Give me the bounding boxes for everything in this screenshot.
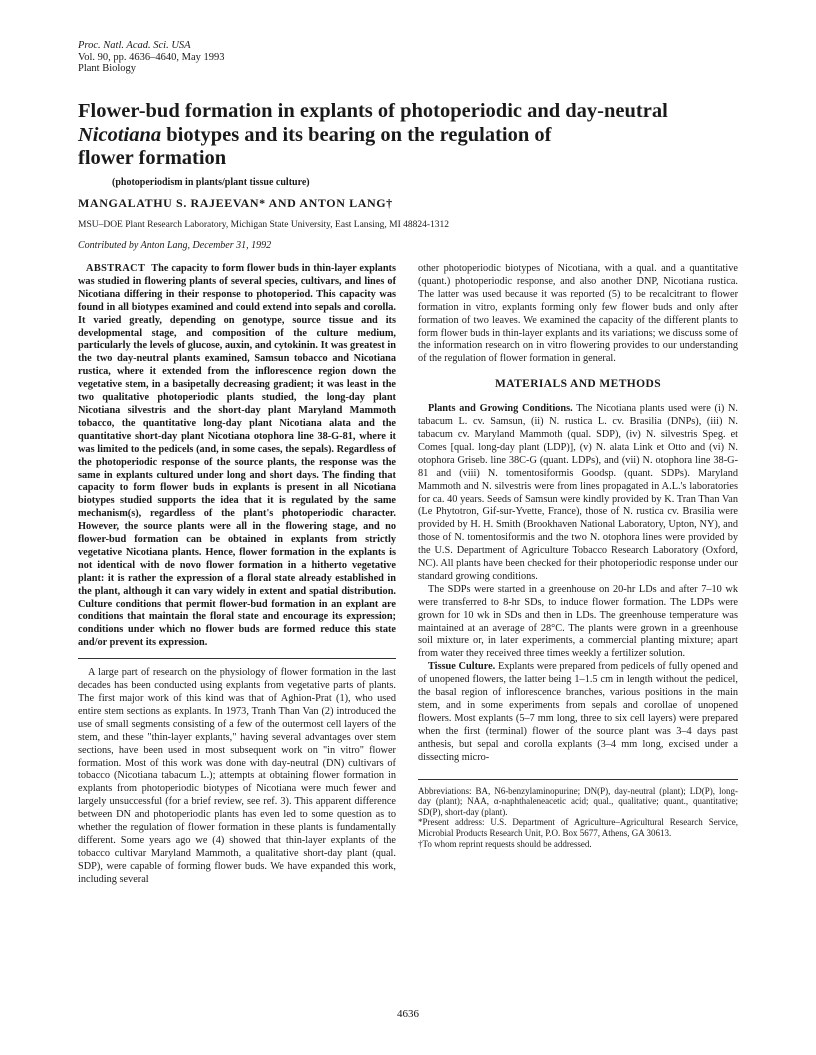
abbreviations-footnote: Abbreviations: BA, N6-benzylaminopurine; DN(P), day-neutral (plant); LD(P), long-day (plant); NAA, α-naphthaleneacetic acid; qual., qualitative; quant., quantitative; SD(P), short-day (plant). xyxy=(418,785,738,817)
title-line-1: Flower-bud formation in explants of photoperiodic and day-neutral xyxy=(78,100,668,122)
contributed-by: Contributed by Anton Lang, December 31, 1992 xyxy=(78,240,272,251)
article-title xyxy=(78,100,748,171)
journal-name: Proc. Natl. Acad. Sci. USA xyxy=(78,40,191,51)
title-line-2 xyxy=(78,124,748,148)
left-column xyxy=(78,263,396,887)
abstract-label: ABSTRACT xyxy=(86,263,146,274)
tissue-runin-heading: Tissue Culture. xyxy=(428,661,496,673)
tissue-text: Explants were prepared from pedicels of fully opened and of unopened flowers, the latter being 1–1.5 cm in length without the pedicel, the basal region of inflorescence branches, various positions in the main stem, and in some experiments from sepals and corollae of unopened flowers. Most explants (5–7 mm long, three to six cell layers) were prepared when the first (terminal) flower of the source plant was 3–4 days past anthesis, but sepal and corolla explants (3–4 mm long, excised under a dissecting micro- xyxy=(418,661,738,763)
journal-section: Plant Biology xyxy=(78,63,137,74)
tissue-culture-paragraph xyxy=(418,661,738,764)
title-line-2-rest: biotypes and its bearing on the regulation of xyxy=(161,123,552,146)
footnotes xyxy=(418,779,738,850)
journal-volume: Vol. 90, pp. 4636–4640, May 1993 xyxy=(78,51,225,63)
authors: MANGALATHU S. RAJEEVAN* AND ANTON LANG† xyxy=(78,196,393,210)
title-genus: Nicotiana xyxy=(78,123,162,146)
abstract-text: The capacity to form flower buds in thin-layer explants was studied in flowering plants of several species, cultivars, and lines of Nicotiana differing in their response to photoperiod. This capacity was found in all biotypes examined and could extend into sepals and corolla. It varied greatly, depending on genotype, source tissue and its developmental stage, and composition of the culture medium, particularly the levels of glucose, auxin, and cytokinin. It was greatest in the two day-neutral plants examined, Samsun tobacco and Nicotiana rustica, where it extended from the inflorescence region down the vegetative stem, in a basipetally decreasing gradient; it was least in the two qualitative photoperiodic plants studied, the long-day plant Nicotiana silvestris and the short-day plant Maryland Mammoth tobacco, the quantitative long-day plant Nicotiana alata and the quantitative short-day plant Nicotiana otophora line 38-G-81, where it was limited to the pedicels (and, in some cases, the sepals). Regardless of the photoperiodic response of the source plants, the response was the same in explants cultured under long and short days. The finding that capacity to form flower buds in explants is present in all Nicotiana biotypes studied supports the idea that it is regulated by the same mechanism(s), regardless of the plant's photoperiodic character. However, the source plants were all in the flowering stage, and no flower-bud formation can be obtained in explants from strictly vegetative Nicotiana plants. Hence, flower formation in the explants is not identical with de novo flower formation in a hitherto vegetative plant: it is rather the expression of a floral state already established in the plant, although it can vary widely in extent and spatial distribution. Culture conditions that permit flower-bud formation in an explant are conditions that maintain the floral state and encourage its expression; conditions under which no flower buds are formed reduce this state and/or prevent its expression. xyxy=(78,263,396,649)
plants-text: The Nicotiana plants used were (i) N. tabacum L. cv. Samsun, (ii) N. rustica L. cv. Brasilia (DNPs), (iii) N. tabacum cv. Maryland Mammoth (qual. SDP), (iv) N. silvestris Speg. et Comes [qual. long-day plant (LDP)], (v) N. alata Link et Otto and (vi) N. otophora Griseb. line 38C-G (quant. LDPs), and (vii) N. otophora line 38-G-81 and (viii) N. tomentosiformis Goodsp. (quant. SDPs). Maryland Mammoth and N. silvestris were from lines propagated in A.L.'s laboratories for ca. 40 years. Seeds of Samsun were kindly provided by K. Tran Than Van (Le Phytotron, Gif-sur-Yvette, France), those of N. rustica cv. Brasilia were provided by H. H. Smith (Brookhaven National Laboratory, Upton, NY), and those of N. tomentosiformis and the two N. otophora lines were provided by the U.S. Department of Agriculture Tobacco Research Laboratory (Oxford, NC). All plants have been checked for their photoperiodic response under our standard growing conditions. xyxy=(418,403,739,582)
methods-heading: MATERIALS AND METHODS xyxy=(494,378,661,391)
intro-continuation: other photoperiodic biotypes of Nicotiana, with a qual. and a quantitative (quant.) photoperiodic response, and also another DNP, Nicotiana rustica. The latter was used because it was reported (5) to be recalcitrant to flower formation in vitro, explants forming only few flower buds and only after formation of two leaves. We examined the capacity of the different plants to form flower buds in thin-layer explants and its variations; we discuss some of the information research on in vitro flowering provides to our understanding of the regulation of flower formation in general. xyxy=(418,263,738,365)
abstract xyxy=(78,263,396,650)
reprint-footnote: †To whom reprint requests should be addressed. xyxy=(418,838,592,849)
title-line-3: flower formation xyxy=(78,147,227,169)
growing-paragraph: The SDPs were started in a greenhouse on 20-hr LDs and after 7–10 wk were transferred to 8-hr SDs, to induce flower formation. The LDPs were grown for 10 wk in SDs and then in LDs. The greenhouse temperature was maintained at an average of 28°C. The plants were grown in a greenhouse soil mixture or, in later experiments, a commercial planting mixture; apart from water they received three times weekly a fertilizer solution. xyxy=(418,583,738,660)
abstract-divider xyxy=(78,658,396,659)
affiliation: MSU–DOE Plant Research Laboratory, Michigan State University, East Lansing, MI 48824-1312 xyxy=(78,220,450,230)
present-address-footnote: *Present address: U.S. Department of Agriculture–Agricultural Research Service, Microbial Products Research Unit, P.O. Box 5677, Athens, GA 30613. xyxy=(418,817,738,838)
journal-header xyxy=(78,40,225,75)
plants-paragraph xyxy=(418,403,738,584)
plants-runin-heading: Plants and Growing Conditions. xyxy=(428,403,573,415)
keywords: (photoperiodism in plants/plant tissue culture) xyxy=(112,177,310,188)
right-column xyxy=(418,263,738,849)
introduction-paragraph: A large part of research on the physiology of flower formation in the last decades has been conducted using explants from vegetative parts of plants. The first major work of this kind was that of Aghion-Prat (1), who used entire stem sections as explants. In 1973, Tranh Than Van (2) introduced the use of small segments consisting of a few of the outermost cell layers of the stem, and these "thin-layer explants," having several advantages over stem sections, have been used in most subsequent work on "in vitro" flower formation. Most of this work was done with day-neutral (DN) cultivars of tobacco (Nicotiana tabacum L.); attempts at obtaining flower formation in explants from photoperiodic biotypes of Nicotiana were much fewer and largely unsuccessful (for a brief review, see ref. 3). This apparent difference between DN and photoperiodic plants has even led to some question as to whether the regulation of flower formation in these plants is fundamentally different. Some years ago we (4) showed that thin-layer explants of the tobacco cultivar Maryland Mammoth, a qualitative short-day plant (qual. SDP), were capable of forming flower buds. We have expanded this work, including several xyxy=(78,667,396,885)
page-number: 4636 xyxy=(397,1008,419,1020)
